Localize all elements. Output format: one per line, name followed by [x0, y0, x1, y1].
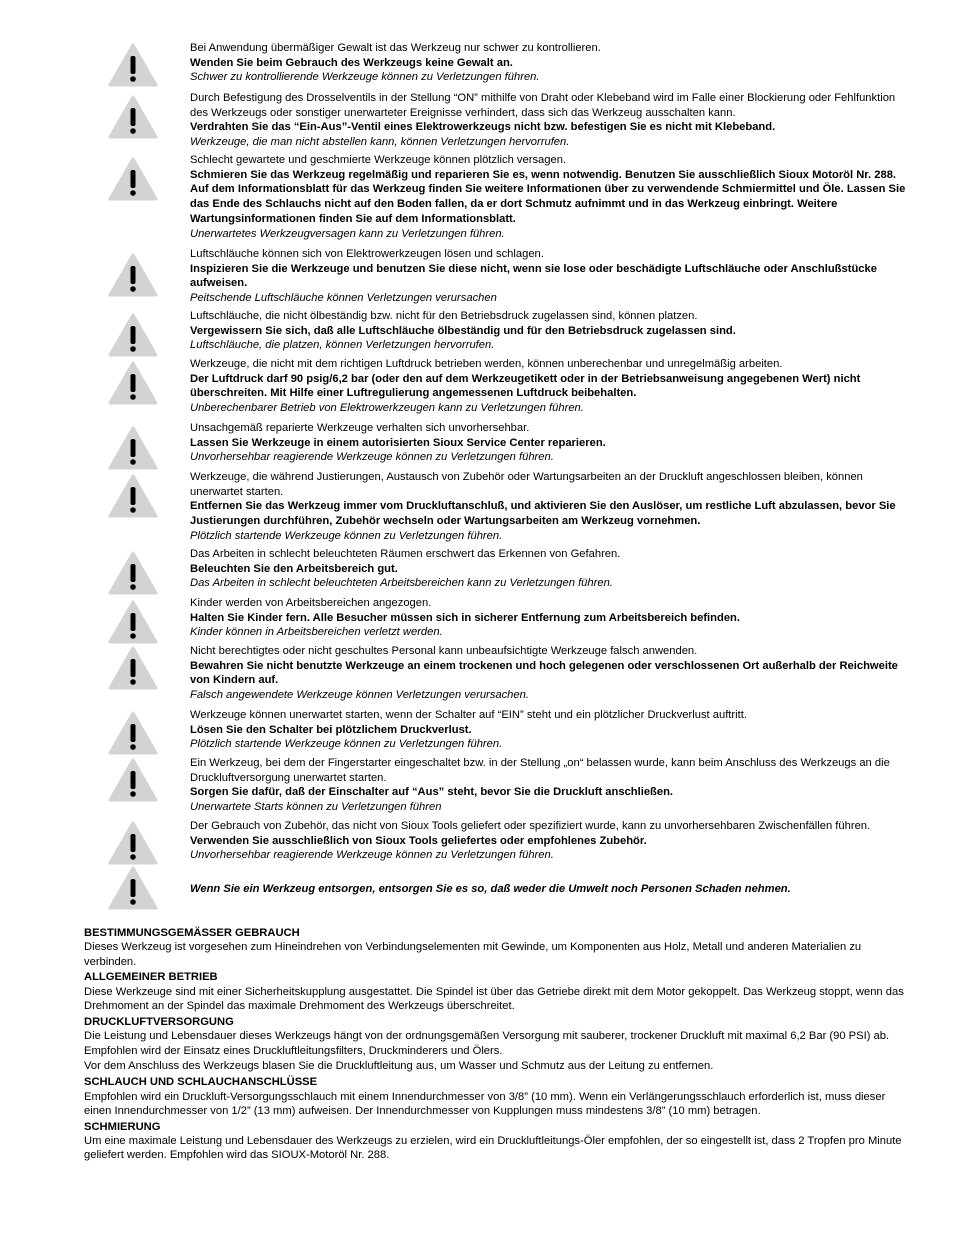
- consequence-text: Falsch angewendete Werkzeuge können Verletzungen verursachen.: [190, 689, 529, 702]
- disposal-note: Wenn Sie ein Werkzeug entsorgen, entsorgen Sie es so, daß weder die Umwelt noch Personen Schaden nehmen.: [190, 883, 791, 895]
- instruction-text: Schmieren Sie das Werkzeug regelmäßig und reparieren Sie es, wenn notwendig. Benutzen Sie ausschließlich Sioux Motoröl Nr. 288. Auf dem Informationsblatt für das Werkzeug finden Sie weitere Informationen über zu verwendende Schmiermittel und Öle. Lassen Sie das Ende des Schlauchs nicht auf den Boden fallen, da er dort Schmutz aufnimmt und in das Werkzeug einbringt. Weitere Wartungsinformationen finden Sie auf dem Informationsblatt.: [190, 168, 906, 225]
- section-paragraph: Die Leistung und Lebensdauer dieses Werkzeugs hängt von der ordnungsgemäßen Versorgung mit sauberer, trockener Druckluft mit maximal 6,2 Bar (90 PSI) ab. Empfohlen wird der Einsatz eines Druckluftleitungsfilters, Druckminderers und Ölers.: [84, 1030, 890, 1057]
- instruction-text: Lassen Sie Werkzeuge in einem autorisierten Sioux Service Center reparieren.: [190, 436, 606, 449]
- operating-instructions: [84, 926, 904, 1164]
- warning-text: [190, 247, 906, 306]
- instruction-text: Verwenden Sie ausschließlich von Sioux Tools geliefertes oder empfohlenes Zubehör.: [190, 834, 647, 847]
- consequence-text: Unvorhersehbar reagierende Werkzeuge können zu Verletzungen führen.: [190, 451, 554, 464]
- warning-icon: [108, 711, 158, 755]
- instruction-text: Wenden Sie beim Gebrauch des Werkzeugs keine Gewalt an.: [190, 56, 513, 69]
- hazard-text: Werkzeuge können unerwartet starten, wenn der Schalter auf “EIN” steht und ein plötzlicher Druckverlust auftritt.: [190, 709, 747, 721]
- consequence-text: Peitschende Luftschläuche können Verletzungen verursachen: [190, 292, 497, 305]
- instruction-text: Der Luftdruck darf 90 psig/6,2 bar (oder den auf dem Werkzeugetikett oder in der Betriebsanweisung angegebenen Wert) nicht überschreiten. Mit Hilfe einer Luftregulierung angemessenen Luftdruck beibehalten.: [190, 372, 861, 400]
- section-heading: BESTIMMUNGSGEMÄSSER GEBRAUCH: [84, 927, 300, 939]
- warning-icon: [108, 551, 158, 595]
- warning-icon: [108, 758, 158, 802]
- section-paragraph: Vor dem Anschluss des Werkzeugs blasen Sie die Druckluftleitung aus, um Wasser und Schmutz aus der Leitung zu entfernen.: [84, 1060, 714, 1073]
- instruction-text: Halten Sie Kinder fern. Alle Besucher müssen sich in sicherer Entfernung zum Arbeitsbereich befinden.: [190, 611, 740, 624]
- warning-text: [190, 756, 906, 815]
- consequence-text: Unvorhersehbar reagierende Werkzeuge können zu Verletzungen führen.: [190, 849, 554, 862]
- instruction-text: Lösen Sie den Schalter bei plötzlichem Druckverlust.: [190, 723, 472, 736]
- section-paragraph: Um eine maximale Leistung und Lebensdauer des Werkzeugs zu erzielen, wird ein Druckluftleitungs-Öler empfohlen, der so eingestellt ist, dass 2 Tropfen pro Minute geliefert werden. Empfohlen wird das SIOUX-Motoröl Nr. 288.: [84, 1135, 902, 1162]
- warning-text: [190, 819, 906, 863]
- warning-text: [190, 91, 906, 150]
- consequence-text: Kinder können in Arbeitsbereichen verletzt werden.: [190, 626, 443, 639]
- warning-text: [190, 470, 906, 544]
- section-paragraph: Diese Werkzeuge sind mit einer Sicherheitskupplung ausgestattet. Die Spindel ist über das Getriebe direkt mit dem Motor gekoppelt. Das Werkzeug stoppt, wenn das Drehmoment an der Spindel das maximale Drehmoment des Werkzeugs überschreitet.: [84, 985, 904, 1013]
- hazard-text: Schlecht gewartete und geschmierte Werkzeuge können plötzlich versagen.: [190, 154, 567, 166]
- warning-icon: [108, 313, 158, 357]
- consequence-text: Plötzlich startende Werkzeuge können zu Verletzungen führen.: [190, 738, 503, 751]
- hazard-text: Unsachgemäß reparierte Werkzeuge verhalten sich unvorhersehbar.: [190, 422, 530, 434]
- section-heading: DRUCKLUFTVERSORGUNG: [84, 1015, 234, 1028]
- warning-text: [190, 357, 906, 416]
- instruction-text: Inspizieren Sie die Werkzeuge und benutzen Sie diese nicht, wenn sie lose oder beschädigte Luftschläuche oder Anschlußstücke aufweisen.: [190, 262, 877, 290]
- hazard-text: Der Gebrauch von Zubehör, das nicht von Sioux Tools geliefert oder spezifiziert wurde, kann zu unvorhersehbaren Zwischenfällen führen.: [190, 820, 871, 832]
- warning-icon: [108, 43, 158, 87]
- hazard-text: Luftschläuche können sich von Elektrowerkzeugen lösen und schlagen.: [190, 248, 544, 260]
- warning-text: [190, 309, 906, 353]
- hazard-text: Werkzeuge, die nicht mit dem richtigen Luftdruck betrieben werden, können unberechenbar und unregelmäßig arbeiten.: [190, 358, 783, 370]
- consequence-text: Plötzlich startende Werkzeuge können zu Verletzungen führen.: [190, 529, 503, 542]
- instruction-text: Bewahren Sie nicht benutzte Werkzeuge an einem trockenen und hoch gelegenen oder verschlossenen Ort außerhalb der Reichweite von Kindern auf.: [190, 659, 898, 687]
- consequence-text: Schwer zu kontrollierende Werkzeuge können zu Verletzungen führen.: [190, 71, 540, 84]
- consequence-text: Das Arbeiten in schlecht beleuchteten Arbeitsbereichen kann zu Verletzungen führen.: [190, 577, 613, 590]
- warning-text: [190, 547, 906, 591]
- consequence-text: Werkzeuge, die man nicht abstellen kann, können Verletzungen hervorrufen.: [190, 136, 570, 149]
- warning-icon: [108, 866, 158, 910]
- warning-icon: [108, 253, 158, 297]
- hazard-text: Nicht berechtigtes oder nicht geschultes Personal kann unbeaufsichtigte Werkzeuge falsch anwenden.: [190, 645, 698, 657]
- consequence-text: Unberechenbarer Betrieb von Elektrowerkzeugen kann zu Verletzungen führen.: [190, 402, 584, 415]
- hazard-text: Das Arbeiten in schlecht beleuchteten Räumen erschwert das Erkennen von Gefahren.: [190, 548, 621, 560]
- warning-text: [190, 41, 906, 85]
- section-heading: SCHLAUCH UND SCHLAUCHANSCHLÜSSE: [84, 1076, 318, 1089]
- section-heading: SCHMIERUNG: [84, 1120, 161, 1133]
- warning-icon: [108, 361, 158, 405]
- warning-icon: [108, 600, 158, 644]
- warning-text: [190, 421, 906, 465]
- hazard-text: Ein Werkzeug, bei dem der Fingerstarter eingeschaltet bzw. in der Stellung „on“ belassen wurde, kann beim Anschluss des Werkzeugs an die Druckluftversorgung unerwartet starten.: [190, 757, 890, 784]
- instruction-text: Sorgen Sie dafür, daß der Einschalter auf “Aus” steht, bevor Sie die Druckluft anschließen.: [190, 786, 674, 799]
- warning-text: [190, 644, 906, 703]
- warning-text: [190, 708, 906, 752]
- section-paragraph: Dieses Werkzeug ist vorgesehen zum Hineindrehen von Verbindungselementen mit Gewinde, um Komponenten aus Holz, Metall und anderen Materialien zu verbinden.: [84, 941, 862, 968]
- hazard-text: Luftschläuche, die nicht ölbeständig bzw. nicht für den Betriebsdruck zugelassen sind, können platzen.: [190, 310, 698, 322]
- section-paragraph: Empfohlen wird ein Druckluft-Versorgungsschlauch mit einem Innendurchmesser von 3/8” (10 mm). Wenn ein Verlängerungsschlauch erforderlich ist, muss dieser einen Innendurchmesser von 1/2” (13 mm) aufweisen. Der Innendurchmesser von Kupplungen muss mindestens 3/8” (10 mm) betragen.: [84, 1090, 886, 1117]
- instruction-text: Verdrahten Sie das “Ein-Aus”-Ventil eines Elektrowerkzeugs nicht bzw. befestigen Sie es nicht mit Klebeband.: [190, 121, 776, 134]
- hazard-text: Kinder werden von Arbeitsbereichen angezogen.: [190, 597, 432, 609]
- instruction-text: Beleuchten Sie den Arbeitsbereich gut.: [190, 562, 398, 575]
- hazard-text: Durch Befestigung des Drosselventils in der Stellung “ON” mithilfe von Draht oder Klebeband wird im Falle einer Blockierung oder Fehlfunktion des Werkzeugs oder sonstiger unerwarteter Ereignisse verhindert, dass sich das Werkzeug ausschalten kann.: [190, 92, 896, 119]
- instruction-text: Entfernen Sie das Werkzeug immer vom Druckluftanschluß, und aktivieren Sie den Auslöser, um restliche Luft abzulassen, bevor Sie Justierungen durchführen, Zubehör wechseln oder Wartungsarbeiten am Werkzeug vornehmen.: [190, 500, 896, 528]
- warning-text: [190, 596, 906, 640]
- warning-text: [190, 153, 906, 241]
- instruction-text: Vergewissern Sie sich, daß alle Luftschläuche ölbeständig und für den Betriebsdruck zugelassen sind.: [190, 324, 736, 337]
- consequence-text: Unerwartete Starts können zu Verletzungen führen: [190, 801, 442, 814]
- section-heading: ALLGEMEINER BETRIEB: [84, 971, 218, 984]
- warning-icon: [108, 821, 158, 865]
- consequence-text: Unerwartetes Werkzeugversagen kann zu Verletzungen führen.: [190, 227, 505, 240]
- warning-icon: [108, 646, 158, 690]
- consequence-text: Luftschläuche, die platzen, können Verletzungen hervorrufen.: [190, 339, 495, 352]
- hazard-text: Werkzeuge, die während Justierungen, Austausch von Zubehör oder Wartungsarbeiten an der Druckluft angeschlossen bleiben, können unerwartet starten.: [190, 471, 863, 498]
- hazard-text: Bei Anwendung übermäßiger Gewalt ist das Werkzeug nur schwer zu kontrollieren.: [190, 42, 601, 54]
- warning-text: [190, 882, 906, 897]
- warning-icon: [108, 157, 158, 201]
- warning-icon: [108, 474, 158, 518]
- warning-icon: [108, 426, 158, 470]
- warning-icon: [108, 95, 158, 139]
